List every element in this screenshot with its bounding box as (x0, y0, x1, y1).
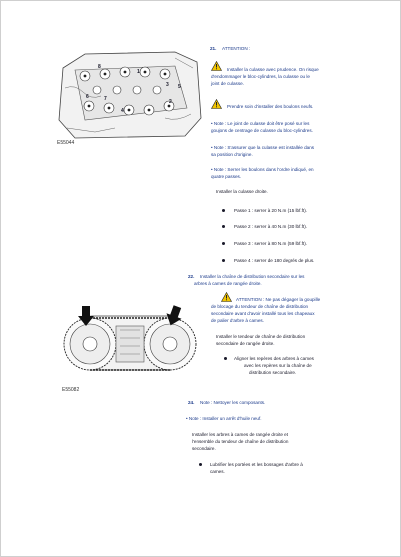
callout: 8 (98, 64, 101, 70)
torque-pass: Passe 4 : serrer de 180 degrés de plus. (234, 258, 315, 263)
callout: 1 (137, 69, 140, 75)
cylinder-head-illustration (55, 48, 203, 140)
instruction-text: avec les repères sur la chaîne de (244, 363, 312, 368)
instruction-text: secondaire. (192, 446, 216, 451)
step-number: 21. (210, 46, 217, 51)
attention-text: ATTENTION : Ne pas dégager la goupille (236, 297, 321, 302)
instruction-text: Installer la chaîne de distribution secondaire sur les (200, 274, 305, 279)
warning-text: Installer la culasse avec prudence. On risque (227, 67, 319, 72)
bullet (224, 357, 227, 360)
note-text: Note : Nettoyer les composants. (200, 400, 266, 405)
bullet (222, 225, 225, 228)
attention-text: secondaire avant d'avoir installé tous les chapeaux (211, 311, 315, 316)
instruction-text: Installer le tendeur de chaîne de distribution (216, 334, 306, 339)
note-text: • Note : Serrer les boulons dans l'ordre indiqué, en (211, 167, 314, 172)
figure-label: E55044 (57, 140, 75, 146)
attention-text: de palier d'arbre à cames. (211, 318, 264, 323)
torque-pass: Passe 1 : serrer à 20 N.m (15 lbf.ft). (234, 208, 308, 213)
attention-text: de blocage du tendeur de chaîne de distribution (211, 304, 309, 309)
instruction-text: Installer les arbres à cames de rangée droite et (192, 432, 289, 437)
instruction-text: Lubrifier les portées et les bossages d'arbre à (210, 462, 303, 467)
warning-text: d'endommager le bloc-cylindres, la culasse ou le (211, 74, 310, 79)
note-text: quatre passes. (211, 174, 242, 179)
attention-heading: ATTENTION : (222, 46, 251, 51)
note-text: • Note : Installer un arrêt d'huile neuf. (186, 416, 262, 421)
timing-chain-illustration (60, 302, 200, 384)
figure-label: E55082 (62, 387, 80, 393)
instruction-text: Installer la culasse droite. (216, 189, 268, 194)
callout: 5 (178, 84, 181, 90)
warning-text: Prendre soin d'installer des boulons neufs. (227, 104, 314, 109)
note-text: • Note : S'assurer que la culasse est installée dans (211, 145, 315, 150)
torque-pass: Passe 3 : serrer à 80 N.m (59 lbf.ft). (234, 241, 308, 246)
bullet (199, 463, 202, 466)
warning-icon (211, 61, 222, 71)
callout: 2 (169, 99, 172, 105)
instruction-text: l'ensemble du tendeur de chaîne de distribution (192, 439, 289, 444)
note-text: goujons de centrage de culasse du bloc-cylindres. (211, 128, 313, 133)
warning-icon (221, 292, 232, 302)
bullet (222, 259, 225, 262)
instruction-text: Aligner les repères des arbres à cames (234, 356, 314, 361)
instruction-text: cames. (210, 469, 225, 474)
step-number: 22. (188, 274, 195, 279)
callout: 6 (86, 94, 89, 100)
callout: 3 (166, 82, 169, 88)
instruction-text: arbres à cames de rangée droite. (194, 281, 262, 286)
note-text: sa position d'origine. (211, 152, 253, 157)
bullet (222, 209, 225, 212)
callout: 7 (104, 96, 107, 102)
instruction-text: distribution secondaire. (249, 370, 297, 375)
warning-text: joint de culasse. (211, 81, 244, 86)
bullet (222, 242, 225, 245)
torque-pass: Passe 2 : serrer à 40 N.m (30 lbf.ft). (234, 224, 308, 229)
callout: 4 (121, 108, 124, 114)
instruction-text: secondaire de rangée droite. (216, 341, 275, 346)
note-text: • Note : Le joint de culasse doit être posé sur les (211, 121, 310, 126)
warning-icon (211, 99, 222, 109)
step-number: 24. (188, 400, 195, 405)
